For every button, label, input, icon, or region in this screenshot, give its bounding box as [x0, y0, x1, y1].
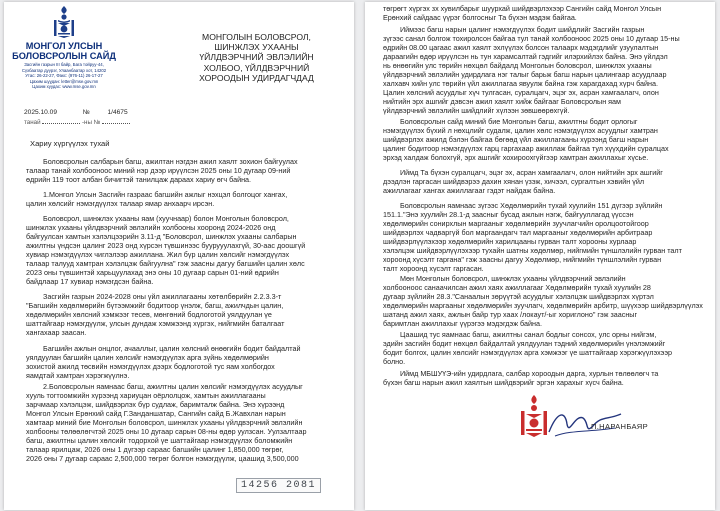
paragraph: Иймд Та бүхэн суралцагч, эцэг эх, асран хамгаалагч, олон нийтийн эрх ашгийг дээдлэн гаргасан шийдвэрээ дахин хянан үзэж, хичээл, сургалтын хэвийн үйл ажиллагааг хангах ажиллагааг гэдэт найдаж байна. [383, 168, 663, 196]
paragraph: 1.Монгол Улсын Засгийн газраас багшийн ажлыг нэхцэл болгоцог хангах, цалин хөлсийг нэмэгдүүлэх талаар ямар анхаарч ирсэн. [26, 190, 288, 209]
registration-stamp: 14256 2081 [236, 478, 321, 493]
ministry-address: Засгийн газрын III байр, Бага тойруу-44, Сүхбаатар дүүрэг, Улаанбаатар хот, 14202 Утас: 26-22-27, Факс: (976-11) 26-17-27 Цахим шуудан: letter@mse.gov.mn Цахим хуудас: www.mse.gov.mn [21, 62, 107, 89]
paragraph: Цаашид тус яамнаас багш, ажилтны санал бодлыг сонсох, улс орны нийгэм, эдийн засгийн бодит нөхцөл байдалтай уялдуулан тэдний хөдөлмөрийн үнэлэмжийг бодит болгох, цалин хөлсийг нэмэгдүүлэх арга хэмжээг үе шаттайгаар хэрэгжүүлэхээр болно. [383, 330, 673, 367]
reference-line: танай -ны № [24, 118, 130, 127]
paragraph: Мөн Монголын боловсрол, шинжлэх ухааны үйлдвэрчний эвлэлийн холбооноос санаачилсан ажил хаях ажиллагааг Хөдөлмөрийн тухай хуулийн 28 дугаар зүйлийн 28.3."Санаалын зөрүүтэй асуудлыг хэлэлцэж шийдвэрлэх хүртэл хөдөлмөрийн маргааныг хөдөлмөрийн зуучлагч, хөдөлмөрийн арбитр, шүүхээр шийдвэрлүүлэх шатанд ажил хаях, ажлын байр тур хаах /локаут/-ыг хориглоно" гэж заасныг баримтлан ажиллахыг үүрэгээ мэдэгдэж байна. [383, 274, 703, 329]
paragraph: Боловсрол, шинжлэх ухааны яам (хуучнаар) болон Монголын боловсрол, шинжлэх ухааны үйлдвэрчний эвлэлийн холбооны хооронд 2024-2026 онд байгуулсан хамтын хэлэлцээрийн 3.11-д "Боловсрол, шинжлэх ухааны салбарын ажилтны үндсэн цалинг 2023 онд хүрсэн түвшинээс буурууулахгүй, 30-аас доошгүй хувиар нэмэгдүүлэх чиглэлээр ажиллана. Жил бүр цалин хөлсийг нэмэгдүүлэх талаар талууд хамтран хэлэлцэж байгуулна" гэж заасны дагуу багшийн цалин хөлс 2023 оны түвшинтэй харьцуулахад энэ оны 10 дугаар сарын 01-ний өдрийн байдлаар 17 хувиар нэмэгдсэн байна. [26, 214, 306, 287]
paragraph: Засгийн газрын 2024-2028 оны үйл ажиллагааны хөтөлбөрийн 2.2.3.3-т "Багшийн хөдөлмөрийн бүтээмжийг бодитоор үнэлж, багш, ажилчдын цалин, хөдөлмөрийн хөлсний хэмжээг тесев, мөнгөний бодлоготой уялдуулан үе шаттайгаар нэмэгдүүлж, улсын дундаж хэмжээнд хүргэх, нийгмийн баталгаат хангахаар заасан. [26, 292, 285, 338]
letter-date-number: 2025.10.09 № 1/4675 [24, 109, 128, 116]
letter-page-1 [4, 2, 354, 510]
paragraph: Багшийн ажлын онцлог, ачааллыг, цалин хөлсний өнөөгийн бодит байдалтай уялдуулан багшийн цалин хөлсийг нэмэгдүүлэх арга зүйнь хөдөлмөрийн зохистой ажилд төсвийн нэмэгдүүлэх дээрх бодлоготой тус яам холбогдох яамдтай хамтран хэрэгжүүлнэ. [26, 344, 301, 381]
recipient-block: МОНГОЛЫН БОЛОВСРОЛ, ШИНЖЛЭХ УХААНЫ ҮЙЛДВЭРЧНИЙ ЭВЛЭЛИЙН ХОЛБОО, ҮЙЛДВЭРЧНИЙ ХОРООДЫН УДИРДАГЧДАД [199, 32, 314, 83]
paragraph: Боловсролын салбарын багш, ажилтан нэгдэн ажил хаялт зохион байгуулах талаар танай холбооноос миний нэр дээр ирүүлсэн 2025 оны 10 дугаар 09-ний өдрийн 119 тоот албан бичигтэй танилцаж дараах хариу өгч байна. [26, 157, 298, 185]
paragraph: Иймд МБШУҮЭ-ийн удирдлага, салбар хороодын дарга, хурлын төлөөлөгч та бүхэн багш нарын ажил хаялтын шийдвэрийг эргэн харахыг хүсч байна. [383, 369, 659, 388]
paragraph: Иймээс багш нарын цалинг нэмэгдүүлэх бодит шийдлийг Засгийн газрын зүгээс санал болгож тохиролсон байгаа тул танай холбооноос 2025 оны 10 дугаар 15-ны өдрийн 08.00 цагаас ажил хаялт эхлүүлэх болсон талаарх мэдэгдлийг узуулалтын дараагийн өдөр ирүүлсэн нь тун харамсалтай гэдгийг илэрхийлэх байна. Энэ үйлдэл нь өнөөгийн улс төрийн нөхцөл байдалд Монголын боловсрол, шинжлэх ухааны үйлдвэрчний эвлэлийн удирдлага нэг талыг барьж багш нарын цалингаар асуудлаар халхавч хийн улс төрийн үйл ажиллагаа явуулж байна гэж харагдахад хүрч байна. Цалин хөлсний асуудлыг хүч тулгасан, суралцагч, эцэг эх, асран хамгаалагч, олон нийтийн эрх ашгийг дэвсэн ажил хаялт хийж байгааг Боловсролын яам үйлдвэрчний эвлэлийн шийдлийг хүлээн зөвшөөрөхгүй. [383, 25, 680, 116]
soyombo-emblem-icon [51, 6, 77, 38]
letter-page-2 [365, 2, 715, 510]
paragraph: Боловсролын сайд миний бие Монголын багш, ажилтны бодит орлогыг нэмэгдүүлэх бүхий л нөхцлийг судалж, цалин хөлс нэмэгдүүлэх асуудлыг хамтран шийдвэрлэх ажилд бэлэн байгаа бөгөөд үйл ажиллагааны хүрээнд багш нарын цалинг бодитоор нэмэгдүүлэх гарц гаргахаар ажиллаж байгаа тул хүүхдийн суралцах эрхэд халдаж болохгүй, эрх ашгийг хохироохгүйгээр хамтран ажиллахыг хүсье. [383, 117, 669, 163]
paragraph: 2.Боловсролын яамнаас багш, ажилтны цалин хөлсийг нэмэгдүүлэх асуудлыг хууль тогтоомжийн хүрээнд хариуцан оёрлолцож, хамтын ажиллагааны зарчмаар хэлэлцэж, шийдвэрлэх бүр судлаж, баримталж байна. Энэ хүрээнд Монгол Улсын Ерөнхий сайд Г.Занданшатар, Сангийн сайд Б.Жавхлан нарын хамтаар миний бие Монголын боловсрол, шинжлэх ухааны үйлдвэрчний эвлэлийн холбооны төлөөлөгчтэй 2025 оны 10 дугаар сарын 08-ны өдөр уулзсан. Уулзалтаар багш, ажилтны цалин хөлсийг тодорхой үе шаттайгаар нэмэгдүүлэх боломжийн талаар ярилцаж, 2026 оны 1 дүгээр сараас багшийн цалинг 1,850,000 төгрөг, 2026 оны 7 дугаар сараас 2,500,000 төгрөг болгон нэмэгдүүлж, цаашид 3,500,000 [26, 382, 307, 464]
paragraph: Боловсролын яамнаас зүгээс Хөдөлмөрийн тухай хуулийн 151 дүгээр зүйлийн 151.1."Энэ хуулийн 28.1-д заасныг бусад ажлын нэгж, байгууллагад үүссэн хөдөлмөрийн сонирхлын маргааныг хөдөлмөрийн зуучлагчийн оролцоотойгоор шийдвэрлэх чадваргүй бол маргаандагч тал маргааныг хөдөлмөрийн арбитраар шийдвэрлүүлэхээр хөдөлмөрийн харилцааны гурван талт хорооны хурлаар хэлэлцэж шийдвэрлүүлэхээр тухайн шатны хөдөлмөр, нийгмийн түншлэлийн гурван талт хороонд хүсэлт гаргана" гэж заасны дагуу Хөдөлмөр, нийгмийн түншлэлийн гурван талт хороонд хүсэлт гаргасан. [383, 201, 682, 274]
signatory-name: П.НАРАНБАЯР [591, 422, 648, 431]
ministry-name: МОНГОЛ УЛСЫН БОЛОВСРОЛЫН САЙД [12, 41, 116, 61]
subject-line: Хариу хүргүүлэх тухай [30, 139, 110, 148]
paragraph: төгрөгт хүргэх зх хувилбарыг шуурхай шийдвэрлэхээр Сангийн сайд Монгол Улсын Ерөнхий сайдаас үүрэг болгосныг Та бүхэн мэдэж байгаа. [383, 4, 662, 23]
